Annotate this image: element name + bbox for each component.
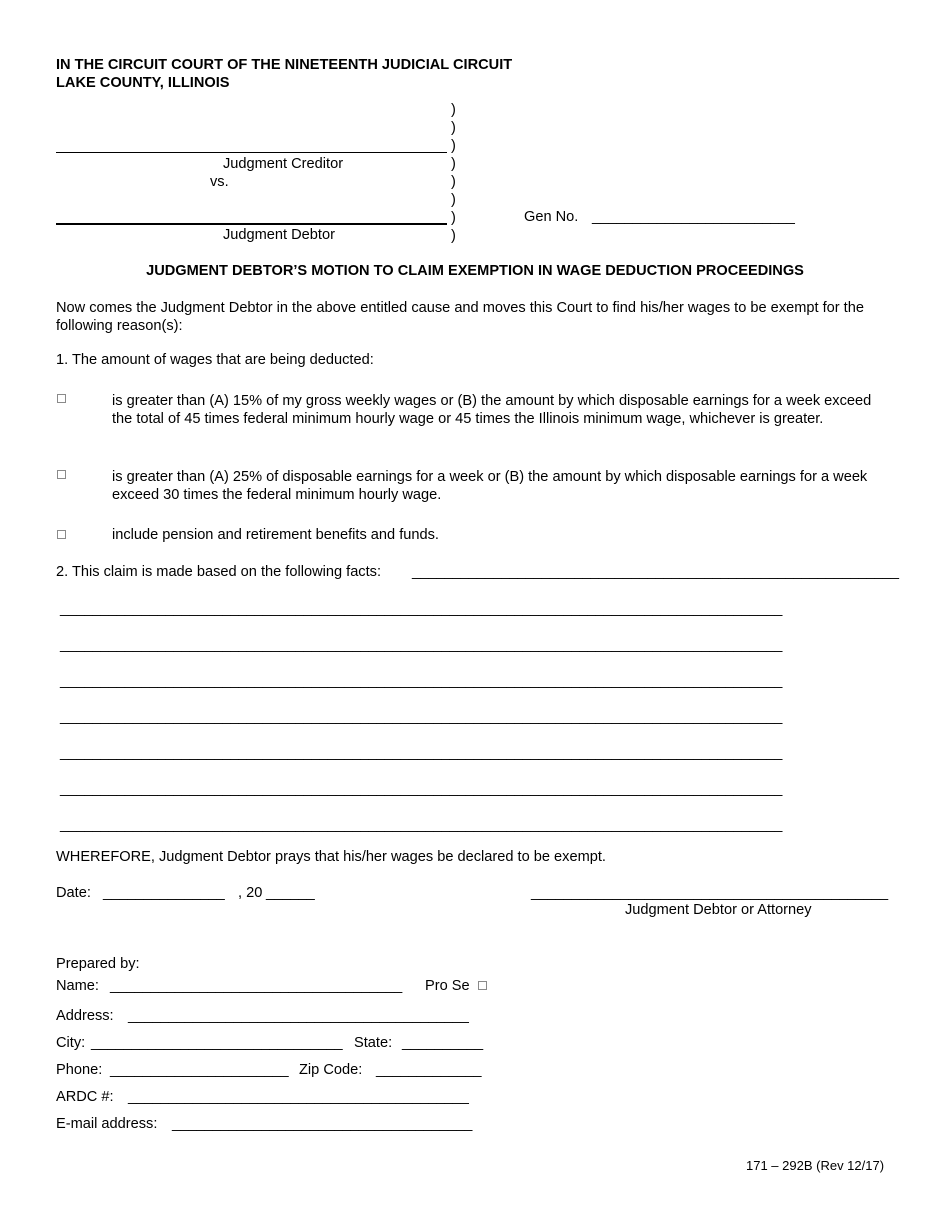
judgment-debtor-label: Judgment Debtor bbox=[223, 227, 335, 243]
option-1-text: is greater than (A) 15% of my gross weekly wages or (B) the amount by which disposable earnings for a week exceed the total of 45 times federal minimum hourly wage or 45 times the Illinois minimum wage, whichever is greater. bbox=[112, 393, 872, 427]
document-title: JUDGMENT DEBTOR’S MOTION TO CLAIM EXEMPTION IN WAGE DEDUCTION PROCEEDINGS bbox=[146, 263, 804, 279]
address-label: Address: bbox=[56, 1008, 114, 1024]
pro-se-checkbox[interactable] bbox=[478, 981, 487, 990]
wherefore-clause: WHEREFORE, Judgment Debtor prays that his/her wages be declared to be exempt. bbox=[56, 849, 606, 865]
facts-line[interactable]: _________________________________________________________________________________________ bbox=[60, 601, 783, 617]
facts-field-first-line[interactable]: ____________________________________________________________ bbox=[412, 564, 899, 580]
address-field[interactable]: __________________________________________ bbox=[128, 1008, 469, 1024]
state-field[interactable]: __________ bbox=[402, 1035, 484, 1051]
facts-line[interactable]: _________________________________________________________________________________________ bbox=[60, 781, 783, 797]
state-label: State: bbox=[354, 1035, 393, 1051]
ardc-label: ARDC #: bbox=[56, 1089, 114, 1105]
paren: ) bbox=[451, 210, 456, 226]
creditor-name-line[interactable] bbox=[56, 152, 447, 153]
name-field[interactable]: ____________________________________ bbox=[110, 978, 403, 994]
paren: ) bbox=[451, 192, 456, 208]
section-2-heading: 2. This claim is made based on the following facts: bbox=[56, 564, 382, 580]
signature-label: Judgment Debtor or Attorney bbox=[625, 902, 812, 918]
ardc-field[interactable]: __________________________________________ bbox=[128, 1089, 469, 1105]
option-3-text: include pension and retirement benefits and funds. bbox=[112, 527, 439, 543]
zip-code-field[interactable]: _____________ bbox=[376, 1062, 482, 1078]
phone-field[interactable]: ______________________ bbox=[110, 1062, 289, 1078]
intro-paragraph: Now comes the Judgment Debtor in the above entitled cause and moves this Court to find his/her wages to be exempt for the following reason(s): bbox=[56, 300, 864, 334]
county-name: LAKE COUNTY, ILLINOIS bbox=[56, 75, 230, 91]
section-1-heading: 1. The amount of wages that are being deducted: bbox=[56, 352, 374, 368]
option-3-checkbox[interactable] bbox=[57, 530, 66, 539]
versus-label: vs. bbox=[210, 174, 229, 190]
email-field[interactable]: _____________________________________ bbox=[172, 1116, 473, 1132]
option-2-text: is greater than (A) 25% of disposable earnings for a week or (B) the amount by which disposable earnings for a week exceed 30 times the federal minimum hourly wage. bbox=[112, 469, 868, 503]
paren: ) bbox=[451, 174, 456, 190]
email-label: E-mail address: bbox=[56, 1116, 158, 1132]
year-field[interactable]: ______ bbox=[266, 885, 315, 901]
pro-se-label: Pro Se bbox=[425, 978, 470, 994]
year-prefix: , 20 bbox=[238, 885, 263, 901]
date-label: Date: bbox=[56, 885, 91, 901]
facts-line[interactable]: _________________________________________________________________________________________ bbox=[60, 745, 783, 761]
facts-line[interactable]: _________________________________________________________________________________________ bbox=[60, 673, 783, 689]
date-field[interactable]: _______________ bbox=[103, 885, 225, 901]
gen-no-label: Gen No. bbox=[524, 209, 579, 225]
option-2-checkbox[interactable] bbox=[57, 470, 66, 479]
paren: ) bbox=[451, 228, 456, 244]
city-label: City: bbox=[56, 1035, 86, 1051]
phone-label: Phone: bbox=[56, 1062, 103, 1078]
form-number: 171 – 292B (Rev 12/17) bbox=[746, 1158, 885, 1173]
paren: ) bbox=[451, 156, 456, 172]
paren: ) bbox=[451, 102, 456, 118]
court-name: IN THE CIRCUIT COURT OF THE NINETEENTH JUDICIAL CIRCUIT bbox=[56, 57, 513, 73]
option-1-checkbox[interactable] bbox=[57, 394, 66, 403]
name-label: Name: bbox=[56, 978, 99, 994]
facts-line[interactable]: _________________________________________________________________________________________ bbox=[60, 709, 783, 725]
facts-line[interactable]: _________________________________________________________________________________________ bbox=[60, 637, 783, 653]
gen-no-field[interactable]: _________________________ bbox=[592, 209, 795, 225]
city-field[interactable]: _______________________________ bbox=[91, 1035, 343, 1051]
judgment-creditor-label: Judgment Creditor bbox=[223, 156, 344, 172]
facts-line[interactable]: _________________________________________________________________________________________ bbox=[60, 817, 783, 833]
paren: ) bbox=[451, 120, 456, 136]
signature-line[interactable]: ____________________________________________ bbox=[531, 885, 889, 901]
zip-code-label: Zip Code: bbox=[299, 1062, 363, 1078]
debtor-name-line[interactable] bbox=[56, 223, 447, 225]
paren: ) bbox=[451, 138, 456, 154]
prepared-by-heading: Prepared by: bbox=[56, 956, 140, 972]
